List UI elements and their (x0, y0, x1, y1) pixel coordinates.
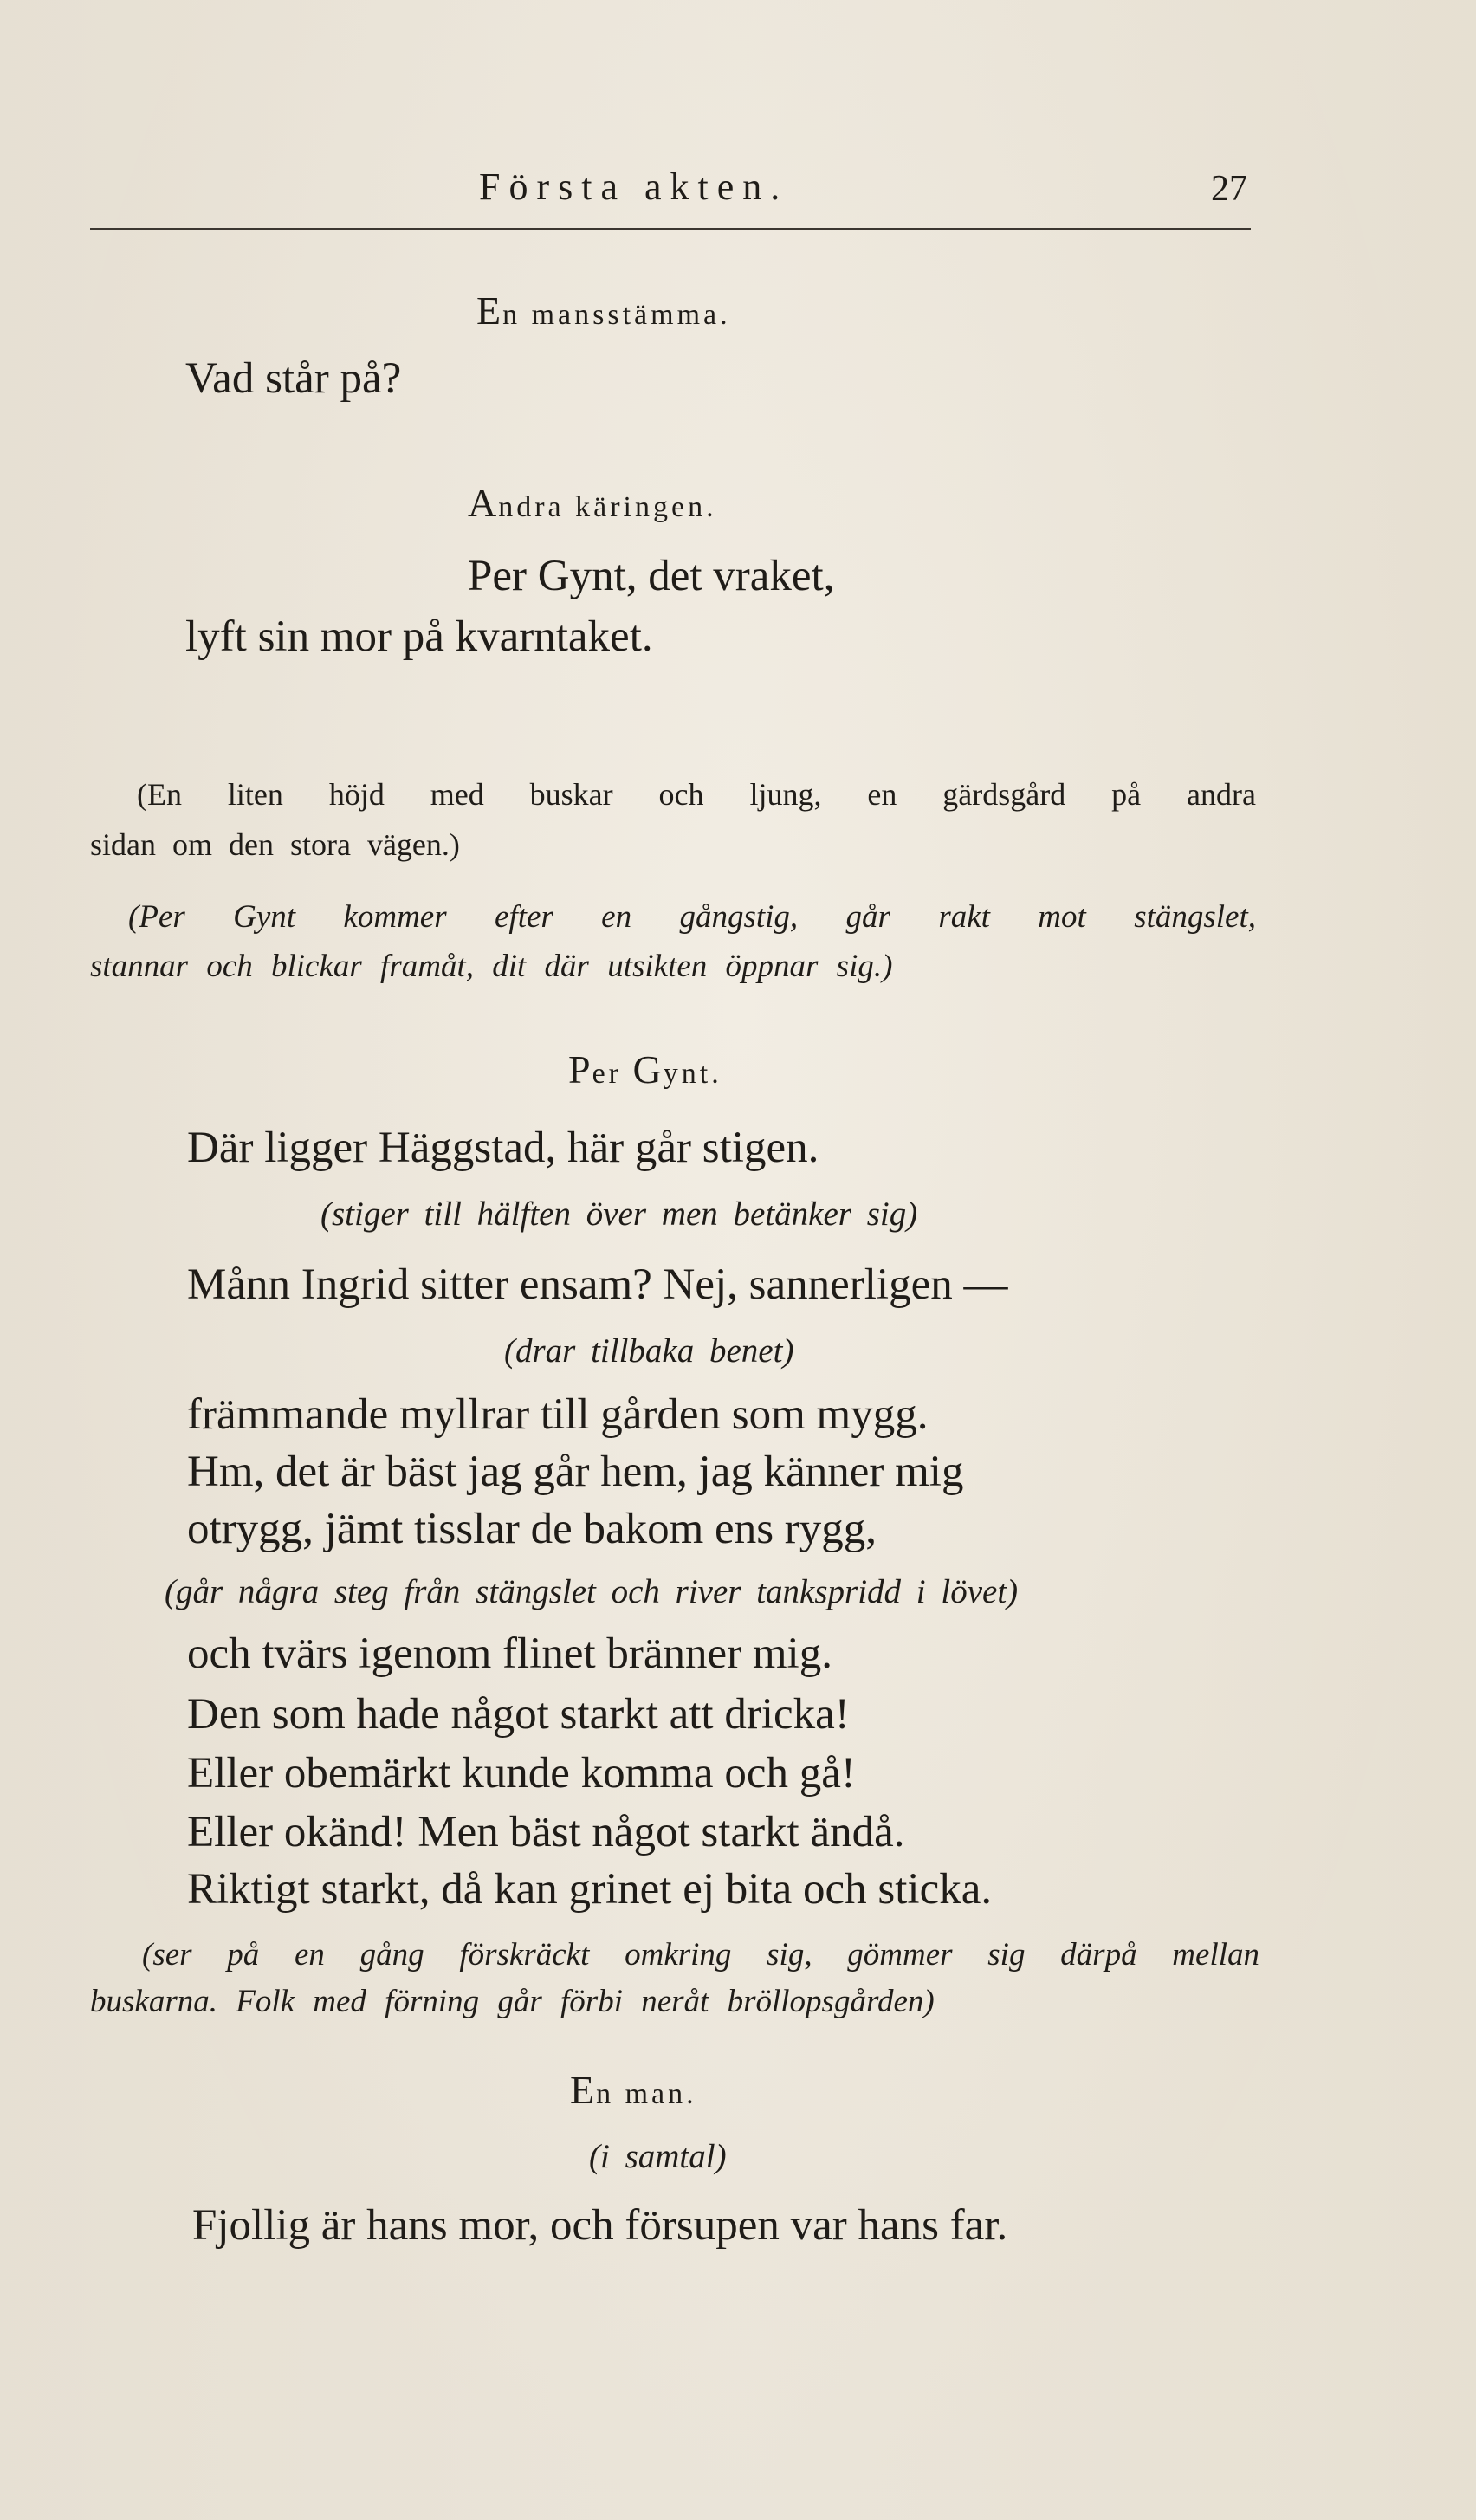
speaker-name-rest: er (592, 1058, 633, 1090)
verse-line: Fjollig är hans mor, och försupen var hans far. (192, 2201, 1008, 2250)
header-rule (90, 228, 1251, 230)
speaker-name-rest: ynt. (663, 1058, 722, 1090)
speaker-heading (568, 1047, 722, 1092)
verse-line: Riktigt starkt, då kan grinet ej bita och sticka. (187, 1865, 993, 1914)
verse-line: Månn Ingrid sitter ensam? Nej, sannerligen — (187, 1260, 1008, 1309)
speaker-initial: E (476, 288, 503, 333)
verse-line: Vad står på? (185, 354, 402, 403)
stage-direction: stannar och blickar framåt, dit där utsikten öppnar sig.) (90, 949, 893, 984)
stage-direction: (Per Gynt kommer efter en gångstig, går rakt mot stängslet, (128, 899, 1256, 935)
stage-direction: (stiger till hälften över men betänker sig) (320, 1195, 918, 1233)
stage-direction: buskarna. Folk med förning går förbi neråt bröllopsgården) (90, 1984, 935, 2019)
stage-direction: (ser på en gång förskräckt omkring sig, gömmer sig därpå mellan (142, 1937, 1259, 1973)
speaker-initial: P (568, 1047, 592, 1092)
verse-line: och tvärs igenom flinet bränner mig. (187, 1629, 832, 1678)
speaker-initial: E (570, 2068, 597, 2112)
speaker-heading (468, 483, 717, 523)
speaker-name-rest: n mansstämma. (502, 299, 731, 331)
stage-direction: sidan om den stora vägen.) (90, 827, 460, 862)
verse-line: otrygg, jämt tisslar de bakom ens rygg, (187, 1505, 877, 1553)
verse-line: främmande myllrar till gården som mygg. (187, 1390, 929, 1439)
speaker-heading (570, 2070, 697, 2110)
stage-direction: (drar tillbaka benet) (504, 1332, 794, 1370)
verse-line: Eller okänd! Men bäst något starkt ändå. (187, 1808, 905, 1856)
stage-direction: (i samtal) (589, 2138, 727, 2175)
verse-line: Där ligger Häggstad, här går stigen. (187, 1124, 819, 1172)
speaker-name-rest: ndra käringen. (498, 491, 717, 523)
page-number: 27 (1211, 169, 1247, 209)
speaker-heading (476, 288, 731, 333)
verse-line: Eller obemärkt kunde komma och gå! (187, 1749, 856, 1798)
speaker-initial: G (632, 1047, 664, 1092)
stage-direction: (En liten höjd med buskar och ljung, en gärdsgård på andra (137, 777, 1256, 812)
running-head: Första akten. (479, 165, 789, 208)
speaker-name-rest: n man. (596, 2078, 697, 2110)
verse-line: lyft sin mor på kvarntaket. (185, 612, 653, 661)
stage-direction: (går några steg från stängslet och river tankspridd i lövet) (165, 1573, 1019, 1610)
verse-line: Hm, det är bäst jag går hem, jag känner mig (187, 1448, 964, 1496)
speaker-initial: A (468, 481, 499, 525)
verse-line: Per Gynt, det vraket, (468, 552, 835, 600)
verse-line: Den som hade något starkt att dricka! (187, 1690, 850, 1739)
